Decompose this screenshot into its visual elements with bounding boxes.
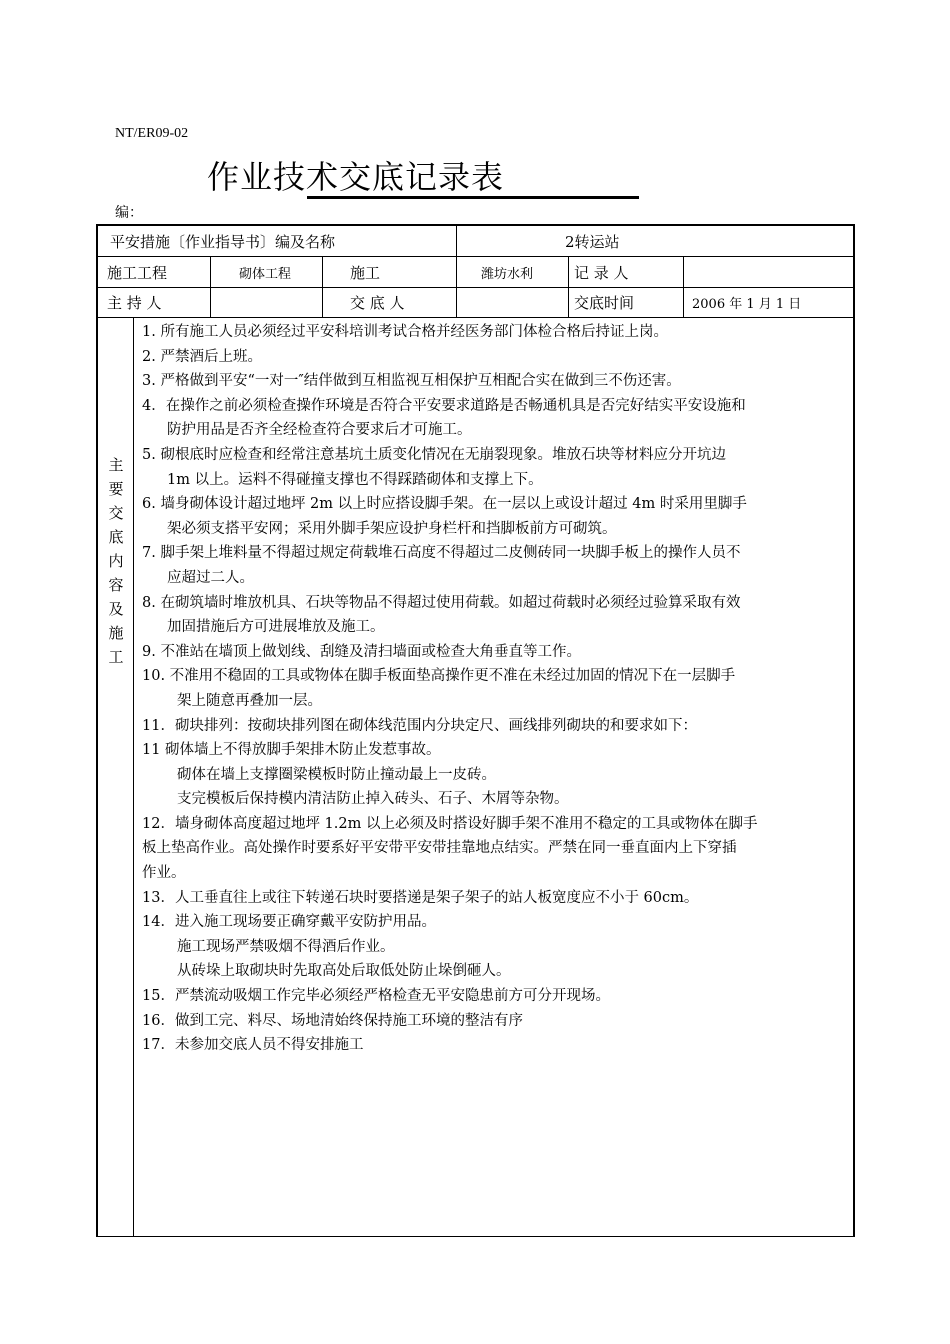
content-line: 17．未参加交底人员不得安排施工 (142, 1037, 364, 1054)
briefing-content (142, 320, 848, 1058)
host-label: 主 持 人 (107, 294, 162, 312)
presenter-label: 交 底 人 (322, 288, 456, 317)
content-line: 加固措施后方可进展堆放及施工。 (167, 619, 385, 636)
measure-name-value: 2转运站 (456, 226, 853, 256)
table-row-project (98, 257, 853, 288)
content-line: 12．墙身砌体高度超过地坪 1.2m 以上必须及时搭设好脚手架不准用不稳定的工具或物体在脚手 (142, 815, 758, 832)
content-line: 施工现场严禁吸烟不得酒后作业。 (177, 938, 395, 955)
content-line: 作业。 (142, 865, 186, 882)
content-line: 架上随意再叠加一层。 (177, 692, 322, 709)
time-label: 交底时间 (568, 288, 683, 317)
content-line: 8. 在砌筑墙时堆放机具、石块等物品不得超过使用荷载。如超过荷载时必须经过验算采取有效 (142, 594, 741, 611)
content-line: 14．进入施工现场要正确穿戴平安防护用品。 (142, 914, 436, 931)
content-side-column (98, 318, 134, 1236)
side-label (98, 453, 134, 669)
content-line: 从砖垛上取砌块时先取高处后取低处防止垛倒砸人。 (177, 963, 511, 980)
content-line: 支完模板后保持模内清洁防止掉入砖头、石子、木屑等杂物。 (177, 791, 569, 808)
construction-label: 施工 (322, 257, 456, 287)
content-line: 11．砌块排列：按砌块排列图在砌体线范围内分块定尺、画线排列砌块的和要求如下： (142, 717, 697, 734)
project-value: 砌体工程 (210, 257, 322, 287)
time-value: 2006 年 1 月 1 日 (683, 288, 853, 317)
content-line: 1. 所有施工人员必须经过平安科培训考试合格并经医务部门体检合格后持证上岗。 (142, 324, 668, 340)
content-line: 6. 墙身砌体设计超过地坪 2m 以上时应搭设脚手架。在一层以上或设计超过 4m 时采用里脚手 (142, 496, 747, 513)
presenter-value (456, 288, 568, 317)
content-line: 5. 砌根底时应检查和经常注意基坑土质变化情况在无崩裂现象。堆放石块等材料应分开坑边 (142, 446, 726, 463)
side-label-text: 主要交底内容及施工 (108, 456, 124, 666)
page-title: 作业技术交底记录表 (207, 158, 505, 196)
content-line: 11 砌体墙上不得放脚手架排木防止发惹事故。 (142, 742, 441, 759)
content-line: 16．做到工完、料尽、场地清始终保持施工环境的整洁有序 (142, 1012, 523, 1029)
content-line: 板上垫高作业。高处操作时要系好平安带平安带挂靠地点结实。严禁在同一垂直面内上下穿插 (142, 840, 737, 857)
content-line: 7. 脚手架上堆料量不得超过规定荷载堆石高度不得超过二皮侧砖同一块脚手板上的操作人员不 (142, 545, 741, 562)
table-row-host (98, 288, 853, 318)
title-underline (307, 196, 639, 199)
table-row-measure-name (98, 226, 853, 257)
measure-name-label: 平安措施〔作业指导书〕编及名称 (110, 232, 336, 251)
recorder-label: 记 录 人 (568, 257, 683, 287)
construction-value: 潍坊水利 (456, 257, 568, 287)
record-form-table (96, 224, 855, 1237)
content-line: 13．人工垂直往上或往下转递石块时要搭递是架子架子的站人板宽度应不小于 60cm。 (142, 889, 699, 906)
recorder-value (683, 257, 853, 287)
content-line: 4．在操作之前必须检查操作环境是否符合平安要求道路是否畅通机具是否完好结实平安设施和 (142, 397, 746, 414)
content-line: 防护用品是否齐全经检查符合要求后才可施工。 (167, 422, 472, 439)
content-line: 10. 不准用不稳固的工具或物体在脚手板面垫高操作更不准在未经过加固的情况下在一层脚手 (142, 668, 736, 685)
document-code: NT/ER09-02 (115, 126, 189, 141)
content-line: 应超过二人。 (167, 569, 254, 586)
content-line: 3. 严格做到平安“一对一″结伴做到互相监视互相保护互相配合实在做到三不伤还害。 (142, 373, 681, 390)
content-line: 2. 严禁酒后上班。 (142, 348, 262, 365)
content-line: 架必须支搭平安网；采用外脚手架应设护身栏杆和挡脚板前方可砌筑。 (167, 520, 617, 537)
content-line: 1m 以上。运料不得碰撞支撑也不得踩踏砌体和支撑上下。 (167, 471, 543, 488)
editor-label: 编： (115, 205, 143, 221)
content-line: 9. 不准站在墙顶上做划线、刮缝及清扫墙面或检查大角垂直等工作。 (142, 643, 581, 660)
host-value (210, 288, 322, 317)
content-line: 砌体在墙上支撑圈梁模板时防止撞动最上一皮砖。 (177, 766, 496, 783)
content-line: 15．严禁流动吸烟工作完毕必须经严格检查无平安隐患前方可分开现场。 (142, 988, 610, 1005)
project-label: 施工工程 (107, 263, 168, 282)
